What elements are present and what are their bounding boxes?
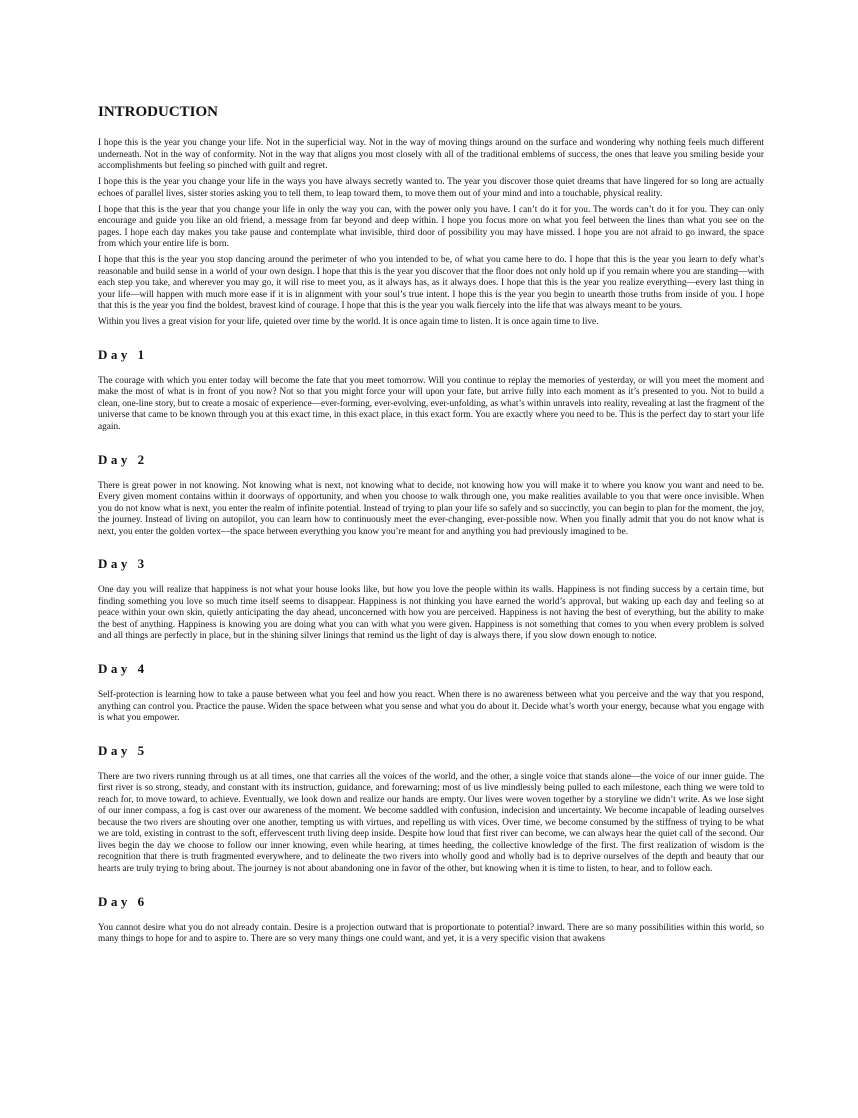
day-4-text: Self-protection is learning how to take a pause between what you feel and how you react. When there is no awareness between what you perceive and the way that you respond, anything can control you. Practice the pause. Widen the space between what you sense and what you do about it. Decide what’s worth your energy, because what you engage with is what you empower. [98,689,764,724]
day-2-text: There is great power in not knowing. Not knowing what is next, not knowing what to decide, not knowing how you will make it to where you know you want and need to be. Every given moment contains within it doorways of opportunity, and when you choose to walk through one, you make realities available to you that were once invisible. When you do not know what is next, you enter the realm of infinite potential. Instead of trying to plan your life so safely and so succinctly, you can begin to plan for the moment, the joy, the journey. Instead of living on autopilot, you can learn how to continuously meet the ever-changing, ever-possible now. When you finally admit that you do not know what is next, you enter the golden vortex—the space between everything you know you’re meant for and anything you had previously imagined to be. [98,480,764,537]
day-6-heading: Day 6 [98,893,148,909]
day-2-section [98,450,764,539]
day-5-text: There are two rivers running through us at all times, one that carries all the voices of the world, and the other, a single voice that stands alone—the voice of our inner guide. The first river is so strong, steady, and constant with its instruction, guidance, and forewarning; most of us live mindlessly being pulled to each milestone, each thing we were told to reach for, to move toward, to achieve. Eventually, we look down and realize our hands are empty. Our lives were woven together by a storyline we didn’t write. As we lose sight of our inner compass, a fog is cast over our awareness of the moment. We become saddled with confusion, indecision and uncertainty. We become incapable of leading ourselves because the two rivers are shouting over one another, tempting us with virtues, and repelling us with vices. Over time, we become consumed by the stiffness of trying to be what we are told, existing in contrast to the soft, effervescent truth living deep inside. Despite how loud that first river can become, we can always hear the quiet call of the second. Our lives begin the day we choose to follow our inner knowing, even while hearing, at times heeding, the collective knowledge of the first. The first realization of wisdom is the recognition that there is truth fragmented everywhere, and to delineate the two rivers into wholly good and wholly bad is to deprive ourselves of the depth and beauty that our hearts are truly trying to bring about. The journey is not about abandoning one in favor of the other, but knowing when it is time to listen, to hear, and to follow each. [98,771,764,874]
day-1-section [98,345,764,434]
intro-paragraph-2: I hope this is the year you change your life in the ways you have always secretly wanted to. The year you discover those quiet dreams that have lingered for so long are actually echoes of parallel lives, sister stories asking you to tell them, to leap toward them, to move them out of your mind and into a touchable, physical reality. [98,177,764,199]
day-3-heading: Day 3 [98,556,148,572]
document-page [98,100,764,946]
day-5-section [98,741,764,876]
day-3-text: One day you will realize that happiness is not what your house looks like, but how you love the people within its walls. Happiness is not finding success by a certain time, but finding something you love so much time itself seems to disappear. Happiness is not thinking you have earned the world’s approval, but waking up each day and feeling so at peace within your own skin, quietly anticipating the day ahead, unconcerned with how you are perceived. Happiness is not having the best of everything, but the ability to make the best of anything. Happiness is knowing you are doing what you can with what you were given. Happiness is not something that comes to you when every problem is solved and all things are perfectly in place, but in the shining silver linings that remind us the light of day is always there, if you slow down enough to notice. [98,585,764,642]
introduction-section [98,100,764,329]
day-3-section [98,554,764,643]
day-4-heading: Day 4 [98,660,148,676]
day-6-section [98,892,764,946]
day-5-heading: Day 5 [98,742,148,758]
intro-paragraph-5: Within you lives a great vision for your life, quieted over time by the world. It is once again time to listen. It is once again time to live. [98,317,599,328]
day-6-text: You cannot desire what you do not already contain. Desire is a projection outward that is proportionate to potential? inward. There are so many possibilities within this world, so many things to hope for and to aspire to. There are so very many things one could want, and yet, it is a very specific vision that awakens [98,922,764,945]
day-4-section [98,659,764,725]
day-1-text: The courage with which you enter today will become the fate that you meet tomorrow. Will you continue to replay the memories of yesterday, or will you meet the moment and make the most of what is in front of you now? Not so that you might force your will upon your fate, but arrive fully into each moment as it’s presented to you. Not to build a clean, one-line story, but to create a mosaic of experience—ever-forming, ever-evolving, ever-unfolding, as what’s within unravels into reality, revealing at last the fragment of the universe that came to be known through you at this exact time, in this exact place, in this exact form. You are exactly where you need to be. This is the perfect day to start your life again. [98,375,764,432]
intro-paragraph-1: I hope this is the year you change your life. Not in the superficial way. Not in the way of moving things around on the surface and wondering why nothing feels much different underneath. Not in the way of conformity. Not in the way that aligns you most closely with all of the traditional emblems of success, the ones that leave you smiling beside your accomplishments but feeling so pinched with guilt and regret. [98,138,764,172]
intro-paragraph-3: I hope that this is the year that you change your life in only the way you can, with the power only you have. I can’t do it for you. The words can’t do it for you. They can only encourage and guide you like an old friend, a message from far beyond and deep within. I hope you focus more on what you feel between the lines than what you see on the pages. I hope each day makes you take pause and contemplate what invisible, third door of possibility you may have missed. I hope you are not afraid to go inward, the space from which your entire life is born. [98,204,764,250]
day-1-heading: Day 1 [98,346,148,362]
intro-paragraph-4: I hope that this is the year you stop dancing around the perimeter of who you intended to be, of what you came here to do. I hope that this is the year you learn to defy what’s reasonable and build sense in a world of your own design. I hope that this is the year you discover that the floor does not only hold up if you remain where you are standing—with each step you take, and wherever you may go, it will rise to meet you, as it always has, as it always does. I hope that this is the year you realize everything—every last thing in your life—will happen with much more ease if it is in alignment with your soul’s true intent. I hope this is the year you begin to unearth those truths from inside of you. I hope that this is the year you find the boldest, bravest kind of courage. I hope that this is the year you walk fiercely into the life that was always meant to be yours. [98,255,764,312]
day-2-heading: Day 2 [98,451,148,467]
introduction-title: INTRODUCTION [98,104,219,120]
